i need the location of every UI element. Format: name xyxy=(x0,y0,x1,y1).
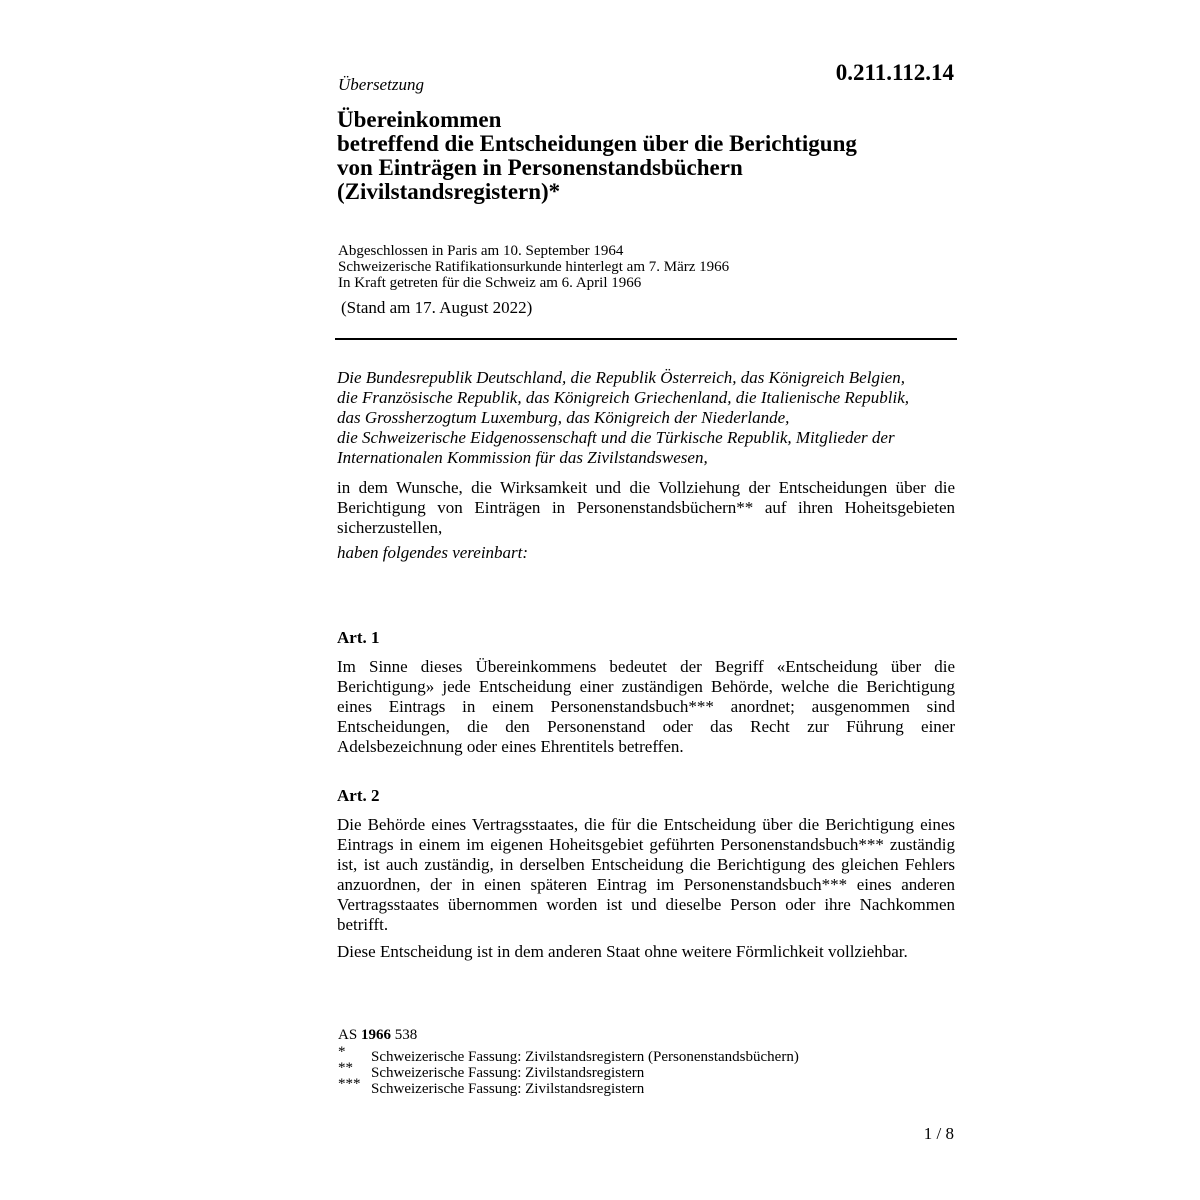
concluded-date: Abgeschlossen in Paris am 10. September 1964 xyxy=(338,243,624,259)
source-year: 1966 xyxy=(360,1027,391,1043)
header-divider xyxy=(335,338,957,340)
title-line: Übereinkommen xyxy=(337,107,502,132)
source-page: 538 xyxy=(394,1027,418,1043)
footnote-mark: *** xyxy=(338,1076,361,1092)
article-1-heading: Art. 1 xyxy=(337,628,380,647)
contracting-parties xyxy=(337,368,957,468)
title-line: (Zivilstandsregistern)* xyxy=(337,179,561,204)
footnote xyxy=(338,1060,645,1081)
treaty-metadata xyxy=(338,243,729,291)
footnote-text: Schweizerische Fassung: Zivilstandsregistern (Personenstandsbüchern) xyxy=(371,1049,799,1065)
in-force-date: In Kraft getreten für die Schweiz am 6. April 1966 xyxy=(338,275,642,291)
document-title xyxy=(337,108,977,204)
footnote xyxy=(338,1076,645,1097)
parties-line: Internationalen Kommission für das Zivilstandswesen, xyxy=(337,448,708,467)
preamble-agreed: haben folgendes vereinbart: xyxy=(337,543,529,562)
translation-label: Übersetzung xyxy=(338,75,424,94)
sr-number: 0.211.112.14 xyxy=(835,60,954,85)
article-2-paragraph-1: Die Behörde eines Vertragsstaates, die für die Entscheidung über die Berichtigung eines Eintrags in einem im eigenen Hoheitsgebiet geführten Personenstandsbuch*** zuständig ist, ist auch zuständig, in derselben Entscheidung die Berichtigung des gleichen Fehlers anzuordnen, der in einen späteren Eintrag im Personenstandsbuch*** eines anderen Vertragsstaates übernommen worden ist und dieselbe Person oder ihre Nachkommen betrifft. xyxy=(337,815,955,934)
article-2-paragraph-2: Diese Entscheidung ist in dem anderen Staat ohne weitere Förmlichkeit vollziehbar. xyxy=(337,942,908,961)
parties-line: die Schweizerische Eidgenossenschaft und die Türkische Republik, Mitglieder der xyxy=(337,428,895,447)
title-line: betreffend die Entscheidungen über die Berichtigung xyxy=(337,131,857,156)
official-source xyxy=(338,1027,417,1043)
footnote xyxy=(338,1044,799,1065)
article-2-heading: Art. 2 xyxy=(337,786,380,805)
title-line: von Einträgen in Personenstandsbüchern xyxy=(337,155,743,180)
footnote-mark: * xyxy=(338,1044,346,1060)
footnote-text: Schweizerische Fassung: Zivilstandsregistern xyxy=(371,1081,645,1097)
article-2-body xyxy=(337,815,955,969)
article-1-paragraph-1: Im Sinne dieses Übereinkommens bedeutet der Begriff «Entscheidung über die Berichtigung» jede Entscheidung einer zuständigen Behörde, welche die Berichtigung eines Eintrags in einem Personenstandsbuch*** anordnet; ausgenommen sind Entscheidungen, die den Personenstand oder das Recht zur Führung einer Adelsbezeichnung oder eines Ehrentitels betreffen. xyxy=(337,657,955,756)
footnote-mark: ** xyxy=(338,1060,353,1076)
page-number: 1 / 8 xyxy=(923,1124,954,1143)
ratification-date: Schweizerische Ratifikationsurkunde hinterlegt am 7. März 1966 xyxy=(338,259,730,275)
parties-line: das Grossherzogtum Luxemburg, das Königreich der Niederlande, xyxy=(337,408,790,427)
footnote-text: Schweizerische Fassung: Zivilstandsregistern xyxy=(371,1065,645,1081)
preamble-desire: in dem Wunsche, die Wirksamkeit und die Vollziehung der Entscheidungen über die Berichtigung von Einträgen in Personenstandsbüchern** auf ihren Hoheitsgebieten sicherzustellen, xyxy=(337,478,955,537)
status-date: (Stand am 17. August 2022) xyxy=(341,298,533,317)
source-prefix: AS xyxy=(338,1027,358,1043)
article-1-body xyxy=(337,657,955,764)
parties-line: Die Bundesrepublik Deutschland, die Republik Österreich, das Königreich Belgien, xyxy=(337,368,905,387)
parties-line: die Französische Republik, das Königreich Griechenland, die Italienische Republik, xyxy=(337,388,910,407)
